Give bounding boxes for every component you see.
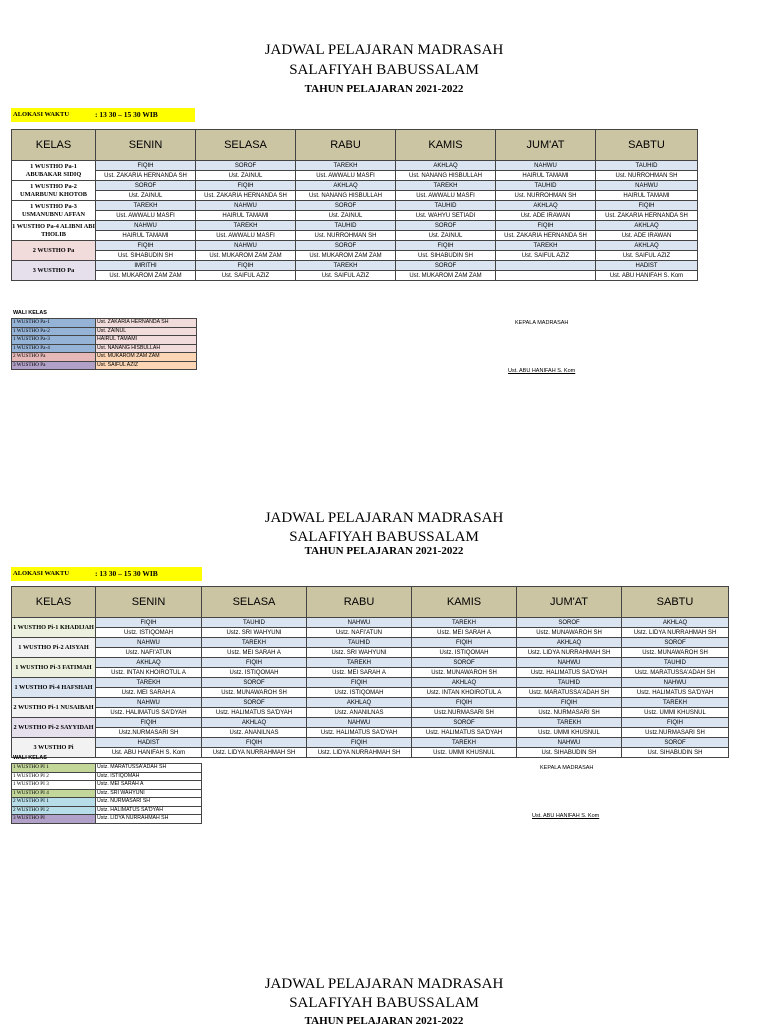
mapel-cell: FIQIH	[96, 618, 202, 628]
wali-row	[12, 815, 202, 824]
mapel-cell: FIQIH	[517, 698, 622, 708]
table-row	[12, 181, 698, 191]
mapel-cell: SOROF	[412, 658, 517, 668]
title-line-3: TAHUN PELAJARAN 2021-2022	[304, 83, 464, 95]
mapel-cell: HADIST	[596, 261, 698, 271]
mapel-cell: SOROF	[202, 678, 307, 688]
mapel-cell: AKHLAQ	[622, 618, 729, 628]
mapel-cell: TAUHID	[496, 181, 596, 191]
mapel-cell: SOROF	[96, 181, 196, 191]
header-jumat: JUM'AT	[517, 587, 622, 618]
wali-kelas-title: WALI KELAS	[13, 310, 47, 316]
wali-kelas-cell: 1 WUSTHO Pa-2	[12, 327, 96, 336]
header-selasa: SELASA	[202, 587, 307, 618]
header-row	[12, 587, 729, 618]
mapel-cell: TAUHID	[202, 618, 307, 628]
guru-cell: Ustz. ISTIQOMAH	[202, 668, 307, 678]
wali-kelas-cell: 1 WUSTHO PI 2	[12, 772, 96, 781]
guru-cell: Ustz. HALIMATUS SA'DYAH	[517, 668, 622, 678]
mapel-cell: NAHWU	[196, 241, 296, 251]
wali-guru-cell: Ustz. HALIMATUS SA'DYAH	[96, 806, 202, 815]
header-kamis: KAMIS	[412, 587, 517, 618]
guru-cell: Ustz. NAFI'ATUN	[96, 648, 202, 658]
header-selasa: SELASA	[196, 130, 296, 161]
title-line-2: SALAFIYAH BABUSSALAM	[289, 529, 479, 545]
kelas-cell: 1 WUSTHO Pa-3 USMANUBNU AFFAN	[12, 201, 96, 221]
mapel-cell: AKHLAQ	[517, 638, 622, 648]
kelas-cell: 3 WUSTHO Pa	[12, 261, 96, 281]
mapel-cell: FIQIH	[96, 241, 196, 251]
table-row	[12, 728, 729, 738]
mapel-cell: FIQIH	[202, 658, 307, 668]
wali-guru-cell: Ust. NANANG HISBULLAH	[96, 344, 197, 353]
mapel-cell: TAREKH	[96, 678, 202, 688]
mapel-cell: SOROF	[296, 201, 396, 211]
guru-cell: Ust. AWWALU MASFI	[396, 191, 496, 201]
wali-row	[12, 798, 202, 807]
guru-cell: Ustz. MUNAWAROH SH	[622, 648, 729, 658]
table-row	[12, 718, 729, 728]
mapel-cell: AKHLAQ	[496, 201, 596, 211]
guru-cell: Ustz. UMMI KHUSNUL	[412, 748, 517, 758]
header-sabtu: SABTU	[596, 130, 698, 161]
guru-cell: Ustz. SRI WAHYUNI	[307, 648, 412, 658]
kelas-cell: 1 WUSTHO Pa-1 ABUBAKAR SIDIQ	[12, 161, 96, 181]
wali-guru-cell: Ust. ZAINUL	[96, 327, 197, 336]
mapel-cell: NAHWU	[517, 738, 622, 748]
table-row	[12, 618, 729, 628]
mapel-cell: FIQIH	[412, 638, 517, 648]
guru-cell: Ust. AWWALU MASFI	[196, 231, 296, 241]
wali-guru-cell: Ustz. MARATUSSA'ADAH SH	[96, 764, 202, 773]
guru-cell: Ust. ADE IRAWAN	[496, 211, 596, 221]
wali-guru-cell: Ustz. ISTIQOMAH	[96, 772, 202, 781]
mapel-cell: AKHLAQ	[202, 718, 307, 728]
table-row	[12, 698, 729, 708]
guru-cell: Ustz. INTAN KHOIROTUL A	[96, 668, 202, 678]
header-row	[12, 130, 698, 161]
mapel-cell: NAHWU	[517, 658, 622, 668]
title-line-3: TAHUN PELAJARAN 2021-2022	[304, 1015, 464, 1027]
mapel-cell: FIQIH	[396, 241, 496, 251]
alokasi-label: ALOKASI WAKTU	[13, 570, 70, 577]
mapel-cell: TAUHID	[396, 201, 496, 211]
table-row	[12, 211, 698, 221]
mapel-cell: FIQIH	[96, 718, 202, 728]
guru-cell: Ustz. HALIMATUS SA'DYAH	[412, 728, 517, 738]
guru-cell: Ust. ADE IRAWAN	[596, 231, 698, 241]
wali-row	[12, 781, 202, 790]
guru-cell: Ust. ZAINUL	[396, 231, 496, 241]
title-line-2: SALAFIYAH BABUSSALAM	[289, 62, 479, 78]
mapel-cell: TAREKH	[307, 658, 412, 668]
schedule-table-pi	[11, 586, 729, 758]
mapel-cell: SOROF	[517, 618, 622, 628]
mapel-cell: TAREKH	[296, 261, 396, 271]
guru-cell: Ust. AWWALU MASFI	[96, 211, 196, 221]
guru-cell: Ustz. UMMI KHUSNUL	[517, 728, 622, 738]
table-row	[12, 708, 729, 718]
wali-row	[12, 336, 197, 345]
guru-cell: Ust. NURROHMAN SH	[596, 171, 698, 181]
guru-cell: Ustz. LIDYA NURRAHMAH SH	[307, 748, 412, 758]
guru-cell: Ust. MUKAROM ZAM ZAM	[296, 251, 396, 261]
wali-kelas-cell: 1 WUSTHO PI 3	[12, 781, 96, 790]
mapel-cell: TAREKH	[296, 161, 396, 171]
guru-cell: Ustz. ISTIQOMAH	[412, 648, 517, 658]
kepala-madrasah-label: KEPALA MADRASAH	[540, 765, 594, 771]
guru-cell: Ust. ZAKARIA HERNANDA SH	[96, 171, 196, 181]
mapel-cell: TAREKH	[622, 698, 729, 708]
guru-cell	[496, 271, 596, 281]
wali-guru-cell: Ustz. NURMASARI SH	[96, 798, 202, 807]
table-row	[12, 201, 698, 211]
mapel-cell: NAHWU	[96, 698, 202, 708]
guru-cell: Ust. MUKAROM ZAM ZAM	[196, 251, 296, 261]
wali-row	[12, 772, 202, 781]
wali-guru-cell: Ust. SAIFUL AZIZ	[96, 361, 197, 370]
guru-cell: Ust. NURROHMAN SH	[496, 191, 596, 201]
wali-kelas-table-pa	[11, 318, 197, 370]
wali-kelas-cell: 3 WUSTHO PI	[12, 815, 96, 824]
mapel-cell: TAREKH	[96, 201, 196, 211]
table-row	[12, 638, 729, 648]
guru-cell: Ustz. MEI SARAH A	[202, 648, 307, 658]
guru-cell: Ust. AWWALU MASFI	[296, 171, 396, 181]
kelas-cell: 1 WUSTHO Pi-3 FATIMAH	[12, 658, 96, 678]
wali-kelas-cell: 1 WUSTHO PI 4	[12, 789, 96, 798]
kelas-cell: 1 WUSTHO Pi-4 HAFSHAH	[12, 678, 96, 698]
mapel-cell: NAHWU	[307, 618, 412, 628]
mapel-cell: SOROF	[622, 638, 729, 648]
guru-cell: Ustz. INTAN KHOIROTUL A	[412, 688, 517, 698]
guru-cell: Ust. ZAKARIA HERNANDA SH	[196, 191, 296, 201]
wali-row	[12, 764, 202, 773]
title-line-3: TAHUN PELAJARAN 2021-2022	[304, 545, 464, 557]
wali-kelas-cell: 2 WUSTHO PI 2	[12, 806, 96, 815]
alokasi-waktu	[11, 567, 202, 581]
wali-guru-cell: Ustz. MEI SARAH A	[96, 781, 202, 790]
guru-cell: HAIRUL TAMAMI	[596, 191, 698, 201]
mapel-cell: NAHWU	[622, 678, 729, 688]
alokasi-label: ALOKASI WAKTU	[13, 111, 70, 118]
guru-cell: Ust. SIHABUDIN SH	[96, 251, 196, 261]
guru-cell: Ustz. HALIMATUS SA'DYAH	[307, 728, 412, 738]
guru-cell: Ustz. MEI SARAH A	[307, 668, 412, 678]
table-row	[12, 231, 698, 241]
kepala-madrasah-label: KEPALA MADRASAH	[515, 320, 569, 326]
guru-cell: Ust. ABU HANIFAH S. Kom	[596, 271, 698, 281]
mapel-cell: FIQIH	[96, 161, 196, 171]
mapel-cell: NAHWU	[196, 201, 296, 211]
guru-cell: Ust. ZAKARIA HERNANDA SH	[496, 231, 596, 241]
mapel-cell: SOROF	[396, 221, 496, 231]
mapel-cell: NAHWU	[96, 638, 202, 648]
header-rabu: RABU	[307, 587, 412, 618]
wali-kelas-cell: 1 WUSTHO Pa-4	[12, 344, 96, 353]
mapel-cell: FIQIH	[196, 261, 296, 271]
header-kamis: KAMIS	[396, 130, 496, 161]
header-senin: SENIN	[96, 130, 196, 161]
guru-cell: Ustz. MUNAWAROH SH	[412, 668, 517, 678]
mapel-cell: AKHLAQ	[96, 658, 202, 668]
table-row	[12, 688, 729, 698]
mapel-cell: FIQIH	[196, 181, 296, 191]
mapel-cell: FIQIH	[496, 221, 596, 231]
guru-cell: Ustz. ANANILNAS	[307, 708, 412, 718]
mapel-cell: NAHWU	[96, 221, 196, 231]
wali-guru-cell: Ustz. LIDYA NURRAHMAH SH	[96, 815, 202, 824]
guru-cell: Ustz. MUNAWAROH SH	[517, 628, 622, 638]
mapel-cell: TAUHID	[596, 161, 698, 171]
mapel-cell: TAREKH	[412, 618, 517, 628]
guru-cell: Ust. SAIFUL AZIZ	[296, 271, 396, 281]
guru-cell: Ustz. LIDYA NURRAHMAH SH	[622, 628, 729, 638]
mapel-cell: IMRITHI	[96, 261, 196, 271]
mapel-cell: TAUHID	[517, 678, 622, 688]
mapel-cell: TAREKH	[196, 221, 296, 231]
wali-kelas-table-pi	[11, 763, 202, 824]
table-row	[12, 221, 698, 231]
table-row	[12, 191, 698, 201]
guru-cell: Ustz.NURMASARI SH	[412, 708, 517, 718]
table-row	[12, 658, 729, 668]
wali-guru-cell: HAIRUL TAMAMI	[96, 336, 197, 345]
wali-row	[12, 319, 197, 328]
header-rabu: RABU	[296, 130, 396, 161]
guru-cell: Ust. SIHABUDIN SH	[517, 748, 622, 758]
mapel-cell: FIQIH	[307, 678, 412, 688]
table-row	[12, 738, 729, 748]
guru-cell: Ustz. MARATUSSA'ADAH SH	[517, 688, 622, 698]
kelas-cell: 1 WUSTHO Pa-4 ALIBNI ABI THOLIB	[12, 221, 96, 241]
wali-kelas-cell: 2 WUSTHO Pa	[12, 353, 96, 362]
alokasi-waktu	[11, 108, 195, 122]
kelas-cell: 2 WUSTHO Pa	[12, 241, 96, 261]
guru-cell: HAIRUL TAMAMI	[496, 171, 596, 181]
mapel-cell: SOROF	[202, 698, 307, 708]
alokasi-value: : 13 30 – 15 30 WIB	[95, 569, 158, 578]
guru-cell: Ust. ZAINUL	[196, 171, 296, 181]
schedule-table-pa	[11, 129, 698, 281]
wali-row	[12, 806, 202, 815]
wali-kelas-cell: 2 WUSTHO PI 1	[12, 798, 96, 807]
mapel-cell: NAHWU	[496, 161, 596, 171]
guru-cell: Ustz. ISTIQOMAH	[96, 628, 202, 638]
wali-kelas-cell: 1 WUSTHO Pa-1	[12, 319, 96, 328]
wali-row	[12, 327, 197, 336]
table-row	[12, 648, 729, 658]
table-row	[12, 748, 729, 758]
title-line-1: JADWAL PELAJARAN MADRASAH	[264, 42, 504, 58]
mapel-cell: FIQIH	[307, 738, 412, 748]
wali-row	[12, 789, 202, 798]
table-row	[12, 161, 698, 171]
mapel-cell: NAHWU	[596, 181, 698, 191]
wali-row	[12, 353, 197, 362]
wali-guru-cell: Ust. ZAKARIA HERNANDA SH	[96, 319, 197, 328]
guru-cell: Ust. ABU HANIFAH S. Kom	[96, 748, 202, 758]
mapel-cell: AKHLAQ	[412, 678, 517, 688]
guru-cell: Ust. SIHABUDIN SH	[396, 251, 496, 261]
mapel-cell: TAUHID	[296, 221, 396, 231]
guru-cell: Ustz.NURMASARI SH	[96, 728, 202, 738]
mapel-cell: SOROF	[296, 241, 396, 251]
guru-cell: Ustz. HALIMATUS SA'DYAH	[202, 708, 307, 718]
mapel-cell: FIQIH	[596, 201, 698, 211]
title-line-2: SALAFIYAH BABUSSALAM	[289, 995, 479, 1011]
guru-cell: Ustz.NURMASARI SH	[622, 728, 729, 738]
wali-kelas-cell: 3 WUSTHO Pa	[12, 361, 96, 370]
guru-cell: Ust. WAHYU SETIADI	[396, 211, 496, 221]
guru-cell: Ust. MUKAROM ZAM ZAM	[396, 271, 496, 281]
guru-cell: Ust. SAIFUL AZIZ	[496, 251, 596, 261]
guru-cell: Ust. NURROHMAN SH	[296, 231, 396, 241]
kepala-madrasah-name: Ust. ABU HANIFAH S. Kom	[532, 813, 600, 819]
kelas-cell: 1 WUSTHO Pi-2 AISYAH	[12, 638, 96, 658]
table-row	[12, 261, 698, 271]
mapel-cell: TAREKH	[496, 241, 596, 251]
guru-cell: Ustz. LIDYA NURRAHMAH SH	[202, 748, 307, 758]
guru-cell: Ustz. HALIMATUS SA'DYAH	[96, 708, 202, 718]
guru-cell: Ustz. SRI WAHYUNI	[202, 628, 307, 638]
mapel-cell: AKHLAQ	[596, 241, 698, 251]
guru-cell: Ust. SAIFUL AZIZ	[196, 271, 296, 281]
guru-cell: Ustz. NURMASARI SH	[517, 708, 622, 718]
mapel-cell: TAREKH	[517, 718, 622, 728]
table-row	[12, 241, 698, 251]
guru-cell: Ust. NANANG HISBULLAH	[396, 171, 496, 181]
guru-cell: Ustz. NAFI'ATUN	[307, 628, 412, 638]
wali-kelas-cell: 1 WUSTHO PI 1	[12, 764, 96, 773]
header-kelas: KELAS	[12, 587, 96, 618]
mapel-cell: FIQIH	[412, 698, 517, 708]
mapel-cell: SOROF	[396, 261, 496, 271]
guru-cell: Ust. SAIFUL AZIZ	[596, 251, 698, 261]
guru-cell: Ustz. MEI SARAH A	[412, 628, 517, 638]
guru-cell: Ust. ZAKARIA HERNANDA SH	[596, 211, 698, 221]
title-line-1: JADWAL PELAJARAN MADRASAH	[264, 510, 504, 526]
table-row	[12, 251, 698, 261]
wali-kelas-title: WALI KELAS	[13, 755, 47, 761]
guru-cell: Ustz. HALIMATUS SA'DYAH	[622, 688, 729, 698]
table-row	[12, 171, 698, 181]
header-kelas: KELAS	[12, 130, 96, 161]
mapel-cell: SOROF	[412, 718, 517, 728]
kelas-cell: 3 WUSTHO Pi	[12, 738, 96, 758]
guru-cell: Ust. ZAINUL	[296, 211, 396, 221]
guru-cell: Ustz. ISTIQOMAH	[307, 688, 412, 698]
guru-cell: Ustz. MARATUSSA'ADAH SH	[622, 668, 729, 678]
mapel-cell: TAUHID	[622, 658, 729, 668]
mapel-cell: TAREKH	[202, 638, 307, 648]
guru-cell: Ustz. ANANILNAS	[202, 728, 307, 738]
header-senin: SENIN	[96, 587, 202, 618]
alokasi-value: : 13 30 – 15 30 WIB	[95, 110, 158, 119]
guru-cell: Ustz. MEI SARAH A	[96, 688, 202, 698]
mapel-cell: SOROF	[622, 738, 729, 748]
table-row	[12, 668, 729, 678]
guru-cell: Ustz. MUNAWAROH SH	[202, 688, 307, 698]
wali-kelas-cell: 1 WUSTHO Pa-3	[12, 336, 96, 345]
mapel-cell: AKHLAQ	[296, 181, 396, 191]
mapel-cell: NAHWU	[307, 718, 412, 728]
wali-guru-cell: Ust. MUKAROM ZAM ZAM	[96, 353, 197, 362]
table-row	[12, 628, 729, 638]
mapel-cell: FIQIH	[622, 718, 729, 728]
kelas-cell: 1 WUSTHO Pa-2 UMARBUNU KHOTOB	[12, 181, 96, 201]
wali-row	[12, 361, 197, 370]
wali-row	[12, 344, 197, 353]
mapel-cell: AKHLAQ	[396, 161, 496, 171]
header-sabtu: SABTU	[622, 587, 729, 618]
kelas-cell: 1 WUSTHO Pi-1 KHADIJAH	[12, 618, 96, 638]
guru-cell: Ust. SIHABUDIN SH	[622, 748, 729, 758]
header-jumat: JUM'AT	[496, 130, 596, 161]
kelas-cell: 2 WUSTHO Pi-1 NUSAIBAH	[12, 698, 96, 718]
mapel-cell: TAUHID	[307, 638, 412, 648]
guru-cell: Ust. NANANG HISBULLAH	[296, 191, 396, 201]
guru-cell: Ust. ZAINUL	[96, 191, 196, 201]
mapel-cell: FIQIH	[202, 738, 307, 748]
table-row	[12, 678, 729, 688]
guru-cell: Ustz. UMMI KHUSNUL	[622, 708, 729, 718]
mapel-cell: TAREKH	[396, 181, 496, 191]
kepala-madrasah-name: Ust. ABU HANIFAH S. Kom	[508, 368, 576, 374]
kelas-cell: 2 WUSTHO Pi-2 SAYYIDAH	[12, 718, 96, 738]
mapel-cell: AKHLAQ	[307, 698, 412, 708]
wali-guru-cell: Ustz. SRI WAHYUNI	[96, 789, 202, 798]
mapel-cell	[496, 261, 596, 271]
mapel-cell: SOROF	[196, 161, 296, 171]
mapel-cell: TAREKH	[412, 738, 517, 748]
guru-cell: Ust. MUKAROM ZAM ZAM	[96, 271, 196, 281]
guru-cell: HAIRUL TAMAMI	[96, 231, 196, 241]
mapel-cell: AKHLAQ	[596, 221, 698, 231]
mapel-cell: HADIST	[96, 738, 202, 748]
title-line-1: JADWAL PELAJARAN MADRASAH	[264, 976, 504, 992]
guru-cell: Ustz. LIDYA NURRAHMAH SH	[517, 648, 622, 658]
guru-cell: HAIRUL TAMAMI	[196, 211, 296, 221]
table-row	[12, 271, 698, 281]
